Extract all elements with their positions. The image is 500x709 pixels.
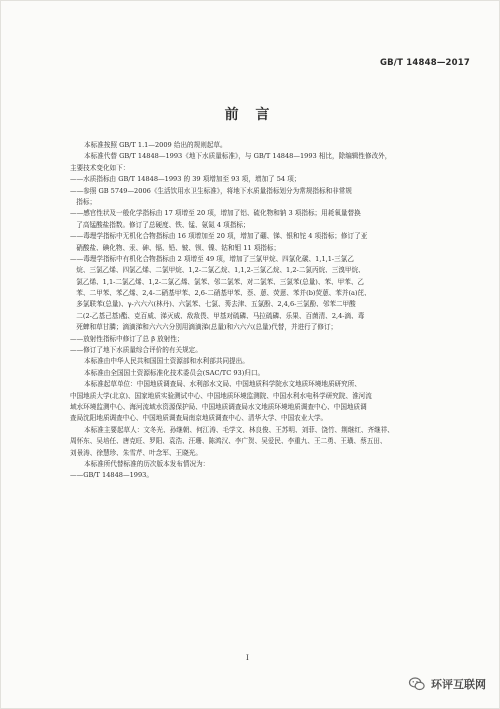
body-line: 查局沈阳地质调查中心、中国地质调查局南京地质调查中心、清华大学、中国农业大学。 [70, 414, 328, 423]
body-line: 本标准主要起草人：文冬光、孙继朝、何江涛、毛学文、林良俊、王苏明、刘菲、饶竹、荆继红、齐继祥、 [84, 425, 394, 434]
body-line: ——参照 GB 5749—2006《生活饮用水卫生标准》，将地下水质量指标划分为常规指标和非常规 [70, 186, 352, 195]
body-line: 本标准起草单位：中国地质调查局、水利部水文局、中国地质科学院水文地质环境地质研究所、 [84, 380, 361, 389]
body-line: ——毒理学指标中无机化合物指标由 16 项增加至 20 项，增加了硼、锑、银和铊 4 项指标；修订了亚 [70, 232, 368, 241]
body-line: 氯乙烯、1,1-二氯乙烯、1,2-二氯乙烯、氯苯、邻二氯苯、对二氯苯、三氯苯(总量)、苯、甲苯、乙 [70, 277, 365, 286]
watermark-text: 环评互联网 [431, 678, 486, 691]
page-number: I [246, 654, 249, 662]
body-line: 了高锰酸盐指数。修订了总硬度、铁、锰、氨氮 4 项指标； [70, 220, 250, 229]
body-line: 指标； [70, 197, 97, 206]
page-title: 前 言 [224, 107, 276, 123]
preface-body [70, 140, 448, 482]
body-line: 本标准代替 GB/T 14848—1993《地下水质量标准》，与 GB/T 14848—1993 相比，除编辑性修改外， [84, 152, 392, 161]
body-line: 域水环境监测中心、海河流域水资源保护局、中国地质调查局水文地质环境地质调查中心、中国地质调 [70, 402, 367, 411]
body-line: 硝酸盐、碘化物、汞、砷、镉、铅、铍、钡、镍、钴和钼 11 项指标； [70, 243, 281, 252]
body-line: ——毒理学指标中有机化合物指标由 2 项增至 49 项，增加了三氯甲烷、四氯化碳、1,1,1-三氯乙 [70, 254, 354, 263]
body-line: ——GB/T 14848—1993。 [70, 471, 153, 480]
body-line: 中国地质大学(北京)、国家地质实验测试中心、中国地质环境监测院、中国水利水电科学研究院、淮河流 [70, 391, 372, 400]
body-line: 死蜱和草甘膦；滴滴涕和六六六分别用滴滴涕(总量)和六六六(总量)代替，并进行了修订； [70, 323, 338, 332]
body-line: 本标准由全国国土资源标准化技术委员会(SAC/TC 93)归口。 [84, 368, 265, 377]
body-line: 多氯联苯(总量)、γ-六六六(林丹)、六氯苯、七氯、莠去津、五氯酚、2,4,6-三氯酚、邻苯二甲酸 [70, 300, 356, 309]
body-line: 本标准按照 GB/T 1.1—2009 给出的规则起草。 [84, 141, 227, 149]
body-line: 烷、三氯乙烯、四氯乙烯、二氯甲烷、1,2-二氯乙烷、1,1,2-三氯乙烷、1,2-二氯丙烷、三溴甲烷、 [70, 266, 365, 275]
body-line: 二(2-乙基己基)酯、克百威、涕灭威、敌敌畏、甲基对硫磷、马拉硫磷、乐果、百菌清、2,4-滴、毒 [70, 311, 365, 320]
standard-number: GB/T 14848—2017 [379, 58, 470, 68]
body-line: ——放射性指标中修订了总 β 放射性； [70, 334, 184, 343]
body-line: 本标准由中华人民共和国国土资源部和水利部共同提出。 [84, 357, 249, 366]
body-line: ——水质指标由 GB/T 14848—1993 的 39 项增加至 93 项，增加了 54 项； [70, 175, 301, 184]
body-line: 本标准所代替标准的历次版本发布情况为： [84, 459, 210, 468]
body-line: ——修订了地下水质量综合评价的有关规定。 [70, 346, 202, 355]
body-line: 刘景涛、徐慧珍、朱雪芹、叶念军、王晓光。 [70, 448, 202, 457]
body-line: 周怀东、吴培任、唐克旺、罗阳、袁浩、汪珊、陈鸿汉、李广贺、吴爱民、李重九、王二勇、王璜、蔡五田、 [70, 437, 387, 446]
body-line: 苯、二甲苯、苯乙烯、2,4-二硝基甲苯、2,6-二硝基甲苯、萘、蒽、荧蒽、苯并(b)荧蒽、苯并(a)芘、 [70, 289, 371, 298]
watermark [408, 675, 486, 693]
body-line: 主要技术变化如下： [70, 163, 130, 172]
body-line: ——感官性状及一般化学指标由 17 项增至 20 项，增加了铝、硫化物和钠 3 项指标；用耗氧量替换 [70, 209, 361, 218]
wechat-icon [408, 675, 426, 693]
